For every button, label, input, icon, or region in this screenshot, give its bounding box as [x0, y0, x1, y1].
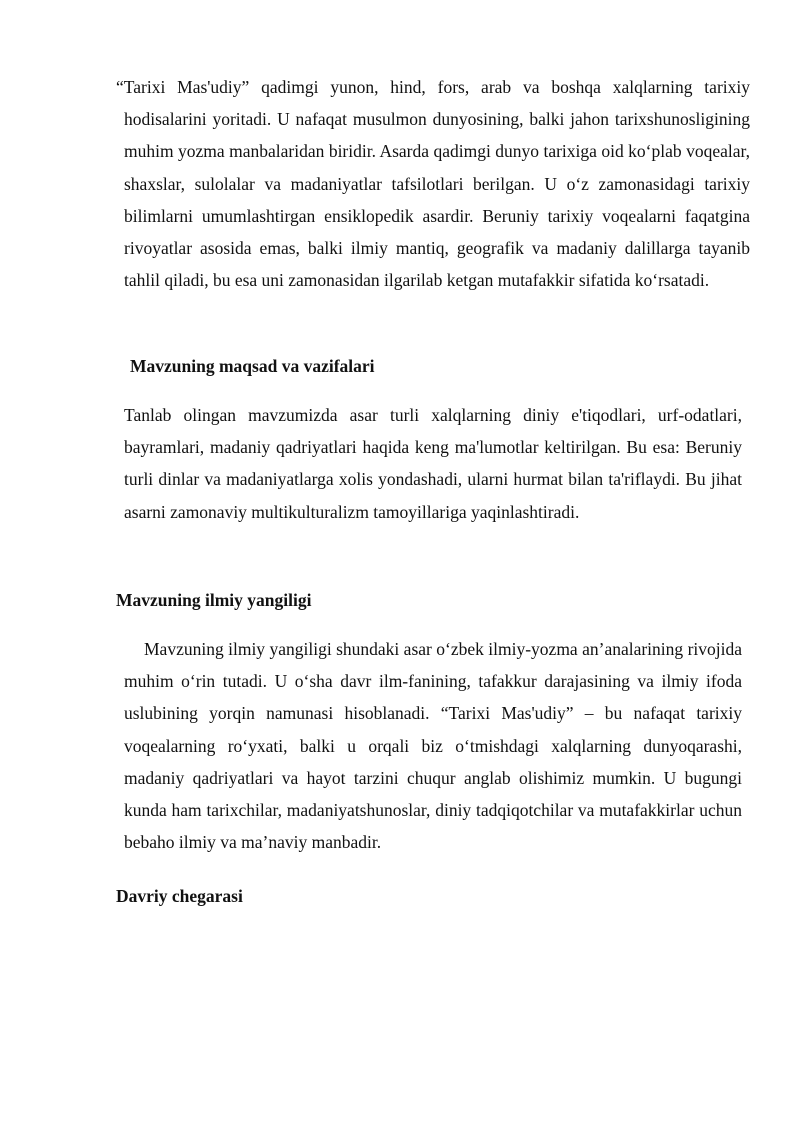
heading-novelty: Mavzuning ilmiy yangiligi [116, 590, 312, 610]
intro-paragraph: “Tarixi Mas'udiy” qadimgi yunon, hind, fors, arab va boshqa xalqlarning tarixiy hodisalarini yoritadi. U nafaqat musulmon dunyosining, balki jahon tarixshunosligining muhim yozma manbalaridan biridir. Asarda qadimgi dunyo tarixiga oid ko‘plab voqealar, shaxslar, sulolalar va madaniyatlar tafsilotlari berilgan. U o‘z zamonasidagi tarixiy bilimlarni umumlashtirgan ensiklopedik asardir. Beruniy tarixiy voqealarni faqatgina rivoyatlar asosida emas, balki ilmiy mantiq, geografik va madaniy dalillarga tayanib tahlil qiladi, bu esa uni zamonasidan ilgarilab ketgan mutafakkir sifatida ko‘rsatadi. [116, 77, 750, 291]
heading-period: Davriy chegarasi [116, 886, 243, 906]
novelty-paragraph: Mavzuning ilmiy yangiligi shundaki asar o‘zbek ilmiy-yozma an’analarining rivojida muhim o‘rin tutadi. U o‘sha davr ilm-fanining, tafakkur darajasining va ilmiy ifoda uslubining yorqin namunasi hisoblanadi. “Tarixi Mas'udiy” – bu nafaqat tarixiy voqealarning ro‘yxati, balki u orqali biz o‘tmishdagi xalqlarning dunyoqarashi, madaniy qadriyatlari va hayot tarzini chuqur anglab olishimiz mumkin. U bugungi kunda ham tarixchilar, madaniyatshunoslar, diniy tadqiqotchilar va mutafakkirlar uchun bebaho ilmiy va ma’naviy manbadir. [124, 639, 742, 853]
goals-paragraph: Tanlab olingan mavzumizda asar turli xalqlarning diniy e'tiqodlari, urf-odatlari, bayramlari, madaniy qadriyatlari haqida keng ma'lumotlar keltirilgan. Bu esa: Beruniy turli dinlar va madaniyatlarga xolis yondashadi, ularni hurmat bilan ta'riflaydi. Bu jihat asarni zamonaviy multikulturalizm tamoyillariga yaqinlashtiradi. [124, 405, 742, 522]
heading-goals: Mavzuning maqsad va vazifalari [130, 356, 375, 376]
